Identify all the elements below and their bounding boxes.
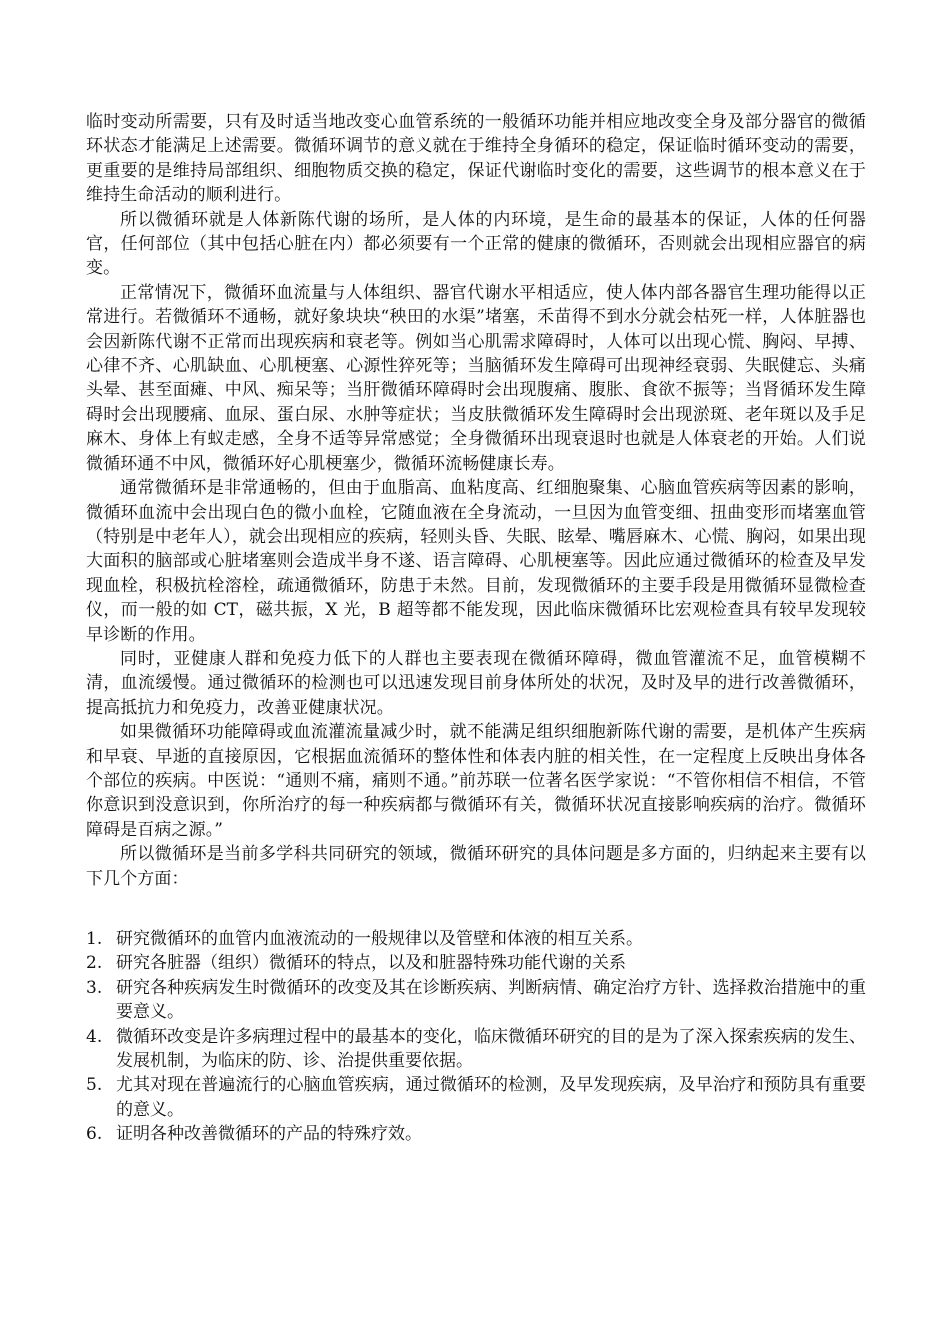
document-page bbox=[86, 110, 866, 1147]
list-item-number: 3. bbox=[86, 977, 103, 998]
list-item bbox=[86, 976, 866, 1025]
list-item bbox=[86, 1122, 866, 1146]
paragraph-dysfunction: 如果微循环功能障碍或血流灌流量减少时，就不能满足组织细胞新陈代谢的需要，是机体产生疾病和早衰、早逝的直接原因，它根据血流循环的整体性和体表内脏的相关性，在一定程度上反映出身体各个部位的疾病。中医说：“通则不痛，痛则不通。”前苏联一位著名医学家说：“不管你相信不相信，不管你意识到没意识到，你所治疗的每一种疾病都与微循环有关，微循环状况直接影响疾病的治疗。微循环障碍是百病之源。” bbox=[86, 722, 866, 840]
list-item-text: 尤其对现在普遍流行的心脑血管疾病，通过微循环的检测，及早发现疾病，及早治疗和预防具有重要的意义。 bbox=[116, 1075, 866, 1120]
paragraph-normal-conditions: 正常情况下，微循环血流量与人体组织、器官代谢水平相适应，使人体内部各器官生理功能得以正常进行。若微循环不通畅，就好象块块“秧田的水渠”堵塞，禾苗得不到水分就会枯死一样，人体脏器也会因新陈代谢不正常而出现疾病和衰老等。例如当心肌需求障碍时，人体可以出现心慌、胸闷、早搏、心律不齐、心肌缺血、心肌梗塞、心源性猝死等；当脑循环发生障碍可出现神经衰弱、失眠健忘、头痛头晕、甚至面瘫、中风、痴呆等；当肝微循环障碍时会出现腹痛、腹胀、食欲不振等；当肾循环发生障碍时会出现腰痛、血尿、蛋白尿、水肿等症状；当皮肤微循环发生障碍时会出现淤斑、老年斑以及手足麻木、身体上有蚁走感，全身不适等异常感觉；全身微循环出现衰退时也就是人体衰老的开始。人们说微循环通不中风，微循环好心肌梗塞少，微循环流畅健康长寿。 bbox=[86, 282, 866, 474]
list-item-number: 5. bbox=[86, 1075, 103, 1096]
paragraph-microcirculation-role: 所以微循环就是人体新陈代谢的场所，是人体的内环境，是生命的最基本的保证，人体的任何器官，任何部位（其中包括心脏在内）都必须要有一个正常的健康的微循环，否则就会出现相应器官的病变。 bbox=[86, 209, 866, 279]
paragraph-research-intro: 所以微循环是当前多学科共同研究的领域，微循环研究的具体问题是多方面的，归纳起来主要有以下几个方面： bbox=[86, 844, 866, 889]
list-item-text: 微循环改变是许多病理过程中的最基本的变化，临床微循环研究的目的是为了深入探索疾病的发生、发展机制，为临床的防、诊、治提供重要依据。 bbox=[116, 1026, 866, 1072]
list-item bbox=[86, 1025, 866, 1074]
list-item-text: 研究各种疾病发生时微循环的改变及其在诊断疾病、判断病情、确定治疗方针、选择救治措施中的重要意义。 bbox=[116, 977, 866, 1023]
list-item-number: 2. bbox=[86, 953, 103, 974]
list-item-number: 4. bbox=[86, 1026, 103, 1047]
list-item bbox=[86, 1073, 866, 1122]
list-item bbox=[86, 927, 866, 951]
list-item-text: 研究各脏器（组织）微循环的特点，以及和脏器特殊功能代谢的关系 bbox=[116, 953, 626, 974]
paragraph-subhealth: 同时，亚健康人群和免疫力低下的人群也主要表现在微循环障碍，微血管灌流不足，血管模糊不清，血流缓慢。通过微循环的检测也可以迅速发现目前身体所处的状况，及时及早的进行改善微循环，提高抵抗力和免疫力，改善亚健康状况。 bbox=[86, 648, 866, 718]
list-item bbox=[86, 951, 866, 975]
list-item-text: 证明各种改善微循环的产品的特殊疗效。 bbox=[116, 1124, 422, 1145]
list-item-number: 6. bbox=[86, 1124, 103, 1145]
paragraph-thrombus: 通常微循环是非常通畅的，但由于血脂高、血粘度高、红细胞聚集、心脑血管疾病等因素的影响，微循环血流中会出现白色的微小血栓，它随血液在全身流动，一旦因为血管变细、扭曲变形而堵塞血管（特别是中老年人），就会出现相应的疾病，轻则头昏、失眠、眩晕、嘴唇麻木、心慌、胸闷，如果出现大面积的脑部或心脏堵塞则会造成半身不遂、语言障碍、心肌梗塞等。因此应通过微循环的检查及早发现血栓，积极抗栓溶栓，疏通微循环，防患于未然。目前，发现微循环的主要手段是用微循环显微检查仪，而一般的如 CT，磁共振，X 光，B 超等都不能发现，因此临床微循环比宏观检查具有较早发现较早诊断的作用。 bbox=[86, 478, 866, 645]
paragraph-continuation: 临时变动所需要，只有及时适当地改变心血管系统的一般循环功能并相应地改变全身及部分器官的微循环状态才能满足上述需要。微循环调节的意义就在于维持全身循环的稳定，保证临时循环变动的需要，更重要的是维持局部组织、细胞物质交换的稳定，保证代谢临时变化的需要，这些调节的根本意义在于维持生命活动的顺利进行。 bbox=[86, 112, 866, 206]
research-topics-list bbox=[86, 927, 866, 1147]
list-item-text: 研究微循环的血管内血液流动的一般规律以及管壁和体液的相互关系。 bbox=[116, 929, 643, 949]
list-item-number: 1. bbox=[86, 929, 103, 949]
